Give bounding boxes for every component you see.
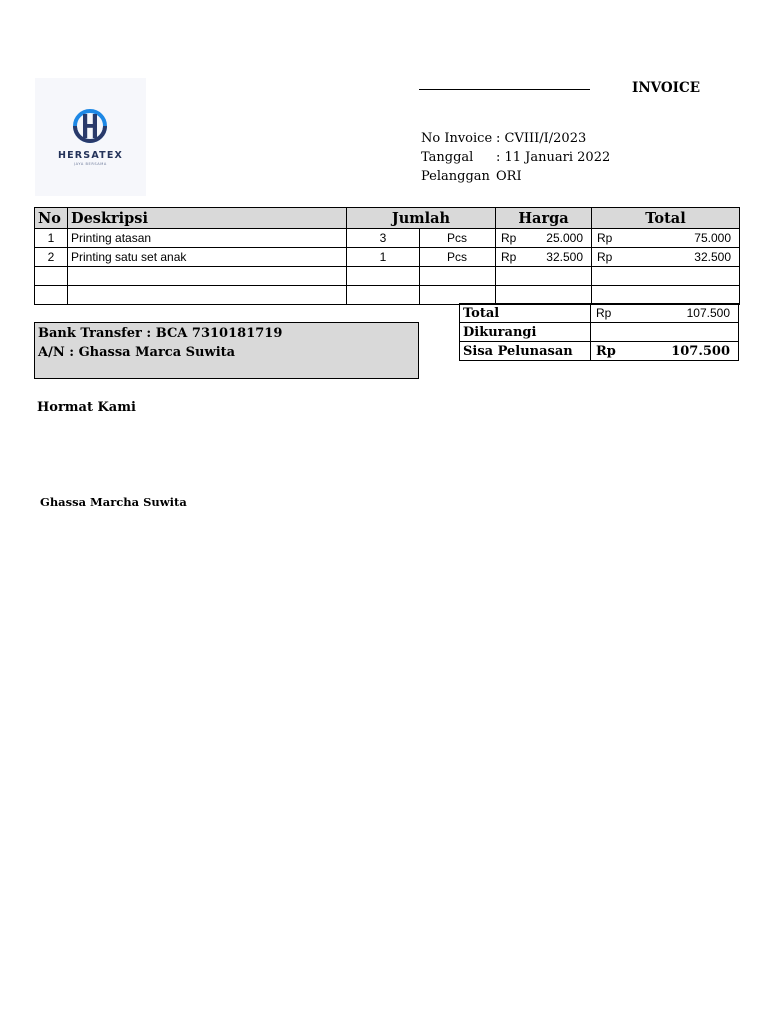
empty-row	[35, 267, 740, 286]
row-deskripsi: Printing atasan	[68, 229, 347, 248]
no-invoice-value: : CVIII/I/2023	[496, 131, 587, 146]
summary-table	[459, 303, 739, 361]
row-harga-amount: 32.500	[546, 250, 583, 264]
header-deskripsi: Deskripsi	[68, 208, 347, 229]
total-value-cell	[591, 304, 739, 323]
table-row	[35, 229, 740, 248]
sisa-label: Sisa Pelunasan	[460, 342, 591, 361]
bank-transfer-line: Bank Transfer : BCA 7310181719	[38, 326, 283, 341]
empty-row	[35, 286, 740, 305]
row-qty: 3	[347, 229, 420, 248]
row-total-amount: 32.500	[694, 250, 731, 264]
table-header-row	[35, 208, 740, 229]
row-total	[592, 229, 740, 248]
row-harga-currency: Rp	[501, 250, 517, 264]
bank-transfer-box	[34, 322, 419, 379]
row-no: 2	[35, 248, 68, 267]
total-currency: Rp	[596, 306, 612, 320]
dikurangi-label: Dikurangi	[460, 323, 591, 342]
row-unit: Pcs	[420, 229, 496, 248]
hersatex-logo-icon	[72, 108, 108, 144]
row-total	[592, 248, 740, 267]
row-deskripsi: Printing satu set anak	[68, 248, 347, 267]
row-harga-currency: Rp	[501, 231, 517, 245]
row-harga-amount: 25.000	[546, 231, 583, 245]
tanggal-label: Tanggal	[421, 150, 474, 165]
row-total-currency: Rp	[597, 250, 613, 264]
row-total-currency: Rp	[597, 231, 613, 245]
invoice-title: INVOICE	[632, 80, 701, 96]
total-label: Total	[460, 304, 591, 323]
sisa-amount: 107.500	[671, 343, 730, 359]
header-jumlah: Jumlah	[347, 208, 496, 229]
pelanggan-label: Pelanggan	[421, 169, 490, 184]
summary-total-row	[460, 304, 739, 323]
tanggal-value: : 11 Januari 2022	[496, 150, 611, 165]
dikurangi-value-cell	[591, 323, 739, 342]
sisa-value-cell	[591, 342, 739, 361]
company-name: HERSATEX	[57, 150, 124, 161]
header-total: Total	[592, 208, 740, 229]
account-name-line: A/N : Ghassa Marca Suwita	[38, 345, 236, 360]
total-amount: 107.500	[686, 306, 730, 320]
row-harga	[496, 248, 592, 267]
company-logo	[35, 78, 146, 196]
header-harga: Harga	[496, 208, 592, 229]
row-no: 1	[35, 229, 68, 248]
row-unit: Pcs	[420, 248, 496, 267]
closing-text: Hormat Kami	[37, 400, 136, 415]
title-divider	[419, 89, 590, 90]
no-invoice-label: No Invoice	[421, 131, 493, 146]
row-harga	[496, 229, 592, 248]
table-row	[35, 248, 740, 267]
row-total-amount: 75.000	[694, 231, 731, 245]
row-qty: 1	[347, 248, 420, 267]
items-table	[34, 207, 740, 305]
signer-name: Ghassa Marcha Suwita	[40, 495, 187, 509]
company-tagline: JAYA BERSAMA	[74, 162, 107, 166]
header-no: No	[35, 208, 68, 229]
summary-sisa-row	[460, 342, 739, 361]
summary-dikurangi-row	[460, 323, 739, 342]
sisa-currency: Rp	[596, 343, 616, 359]
pelanggan-value: ORI	[496, 169, 522, 184]
